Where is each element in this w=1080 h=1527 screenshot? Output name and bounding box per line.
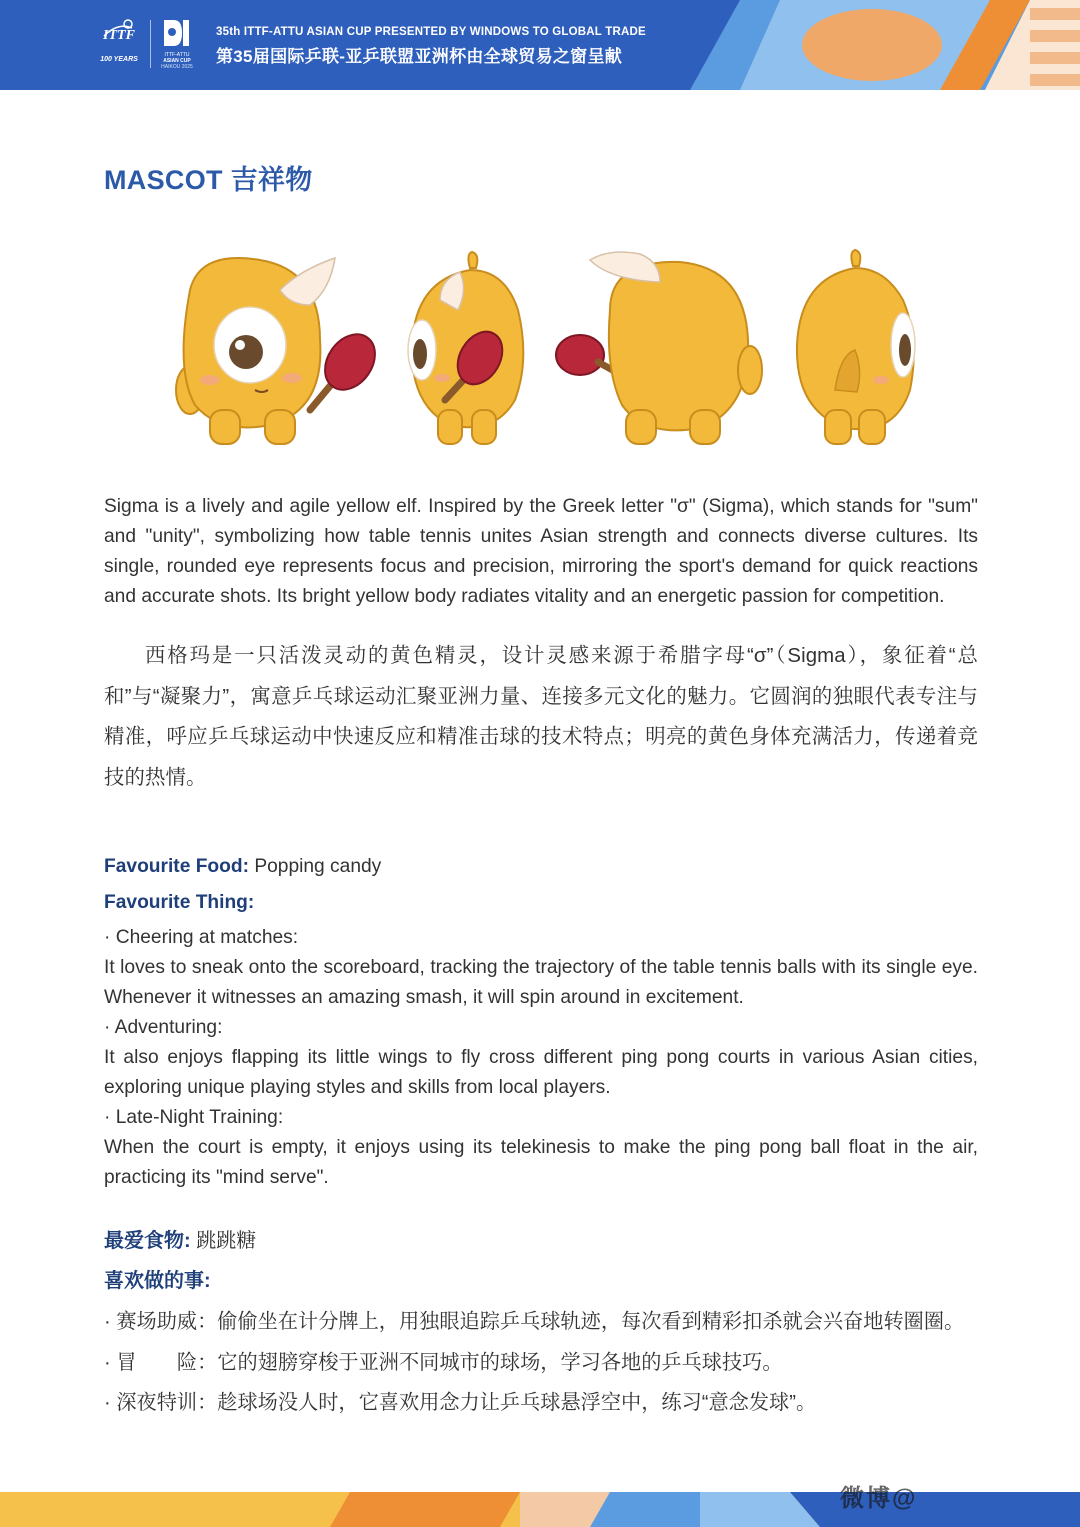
- mascot-three-quarter-view: [408, 252, 523, 444]
- favourite-thing-list-en: [104, 923, 978, 1193]
- list-item-heading: · Cheering at matches:: [104, 927, 299, 948]
- list-item-body: It loves to sneak onto the scoreboard, tracking the trajectory of the table tennis balls with its single eye. Whenever it witnesses an amazing smash, it will spin around in excitement.: [104, 957, 978, 1008]
- ittf-years-text: 100 YEARS: [100, 56, 138, 63]
- favourite-thing-en: [104, 888, 978, 924]
- favourite-food-label-zh: 最爱食物:: [104, 1230, 191, 1252]
- list-item-heading: · Late-Night Training:: [104, 1107, 284, 1128]
- asian-cup-logo-line1: ITTF-ATTU: [164, 52, 190, 58]
- favourite-food-label: Favourite Food:: [104, 856, 249, 877]
- favourite-thing-zh: [104, 1262, 1004, 1302]
- asian-cup-logo-line2: ASIAN CUP: [163, 58, 191, 64]
- favourite-food-value: Popping candy: [254, 856, 382, 877]
- ittf-logo-text: ITTF: [103, 28, 135, 43]
- ittf-logo: [98, 18, 140, 68]
- favourite-thing-label-zh: 喜欢做的事:: [104, 1270, 211, 1292]
- favourite-food-en: [104, 852, 978, 888]
- asian-cup-logo: [160, 18, 194, 72]
- mascot-front-view: [176, 258, 385, 444]
- list-item: · 冒 险：它的翅膀穿梭于亚洲不同城市的球场，学习各地的乒乓球技巧。: [104, 1351, 783, 1374]
- mascot-illustration: [150, 240, 930, 460]
- description-zh: 西格玛是一只活泼灵动的黄色精灵，设计灵感来源于希腊字母“σ”（Sigma），象征着“总和”与“凝聚力”，寓意乒乓球运动汇聚亚洲力量、连接多元文化的魅力。它圆润的独眼代表专注与精准，呼应乒乓球运动中快速反应和精准击球的技术特点；明亮的黄色身体充满活力，传递着竞技的热情。: [104, 645, 978, 789]
- favourites-zh: [104, 1222, 1004, 1424]
- list-item: · 赛场助威：偷偷坐在计分牌上，用独眼追踪乒乓球轨迹，每次看到精彩扣杀就会兴奋地转圈圈。: [104, 1311, 965, 1333]
- list-item-heading: · Adventuring:: [104, 1017, 223, 1038]
- favourite-thing-list-zh: [104, 1302, 1004, 1424]
- header-title-en: 35th ITTF-ATTU ASIAN CUP PRESENTED BY WINDOWS TO GLOBAL TRADE: [216, 26, 646, 38]
- header-title-zh: 第35届国际乒联-亚乒联盟亚洲杯由全球贸易之窗呈献: [216, 47, 623, 66]
- mascot-side-view: [797, 250, 915, 444]
- asian-cup-mark-icon: [162, 18, 192, 50]
- section-title: MASCOT 吉祥物: [104, 165, 313, 195]
- header-banner: [0, 0, 1080, 90]
- favourite-food-value-zh: 跳跳糖: [196, 1230, 257, 1252]
- description-en: Sigma is a lively and agile yellow elf. Inspired by the Greek letter "σ" (Sigma), which stands for "sum" and "unity", symbolizing how table tennis unites Asian strength and connects diverse cultures. Its single, rounded eye represents focus and precision, mirroring the sport's demand for quick reactions and accurate shots. Its bright yellow body radiates vitality and an energetic passion for competition.: [104, 496, 978, 607]
- favourites-en: [104, 852, 978, 924]
- list-item-body: It also enjoys flapping its little wings to fly cross different ping pong courts in various Asian cities, exploring unique playing styles and skills from local players.: [104, 1047, 978, 1098]
- asian-cup-logo-line3: HAIKOU 2025: [161, 64, 193, 70]
- list-item-body: When the court is empty, it enjoys using its telekinesis to make the ping pong ball float in the air, practicing its "mind serve".: [104, 1137, 978, 1188]
- mascot-back-view: [556, 252, 762, 444]
- logo-divider: [150, 20, 151, 68]
- favourite-food-zh: [104, 1222, 1004, 1262]
- list-item: · 深夜特训：趁球场没人时，它喜欢用念力让乒乓球悬浮空中，练习“意念发球”。: [104, 1392, 817, 1414]
- watermark: 微博@: [840, 1485, 918, 1512]
- favourite-thing-label: Favourite Thing:: [104, 892, 255, 913]
